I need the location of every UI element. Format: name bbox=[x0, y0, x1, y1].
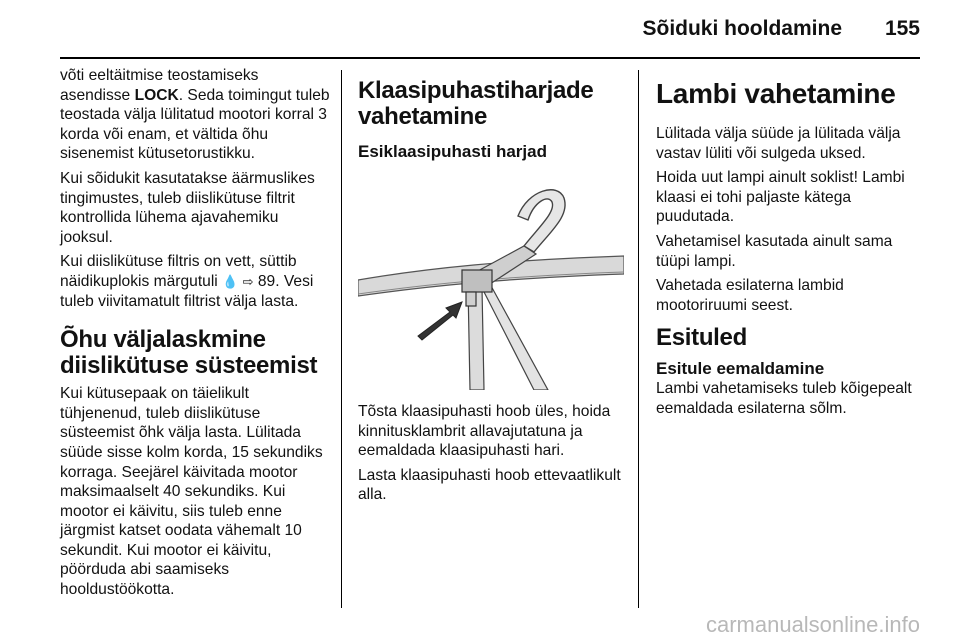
page-number: 155 bbox=[884, 17, 920, 40]
paragraph: Kui sõidukit kasutatakse äärmuslikes tingimustes, tuleb diislikütuse filtrit kontrollida lühema ajavahemiku jooksul. bbox=[60, 169, 315, 246]
column-divider bbox=[638, 70, 639, 608]
paragraph: Tõsta klaasipuhasti hoob üles, hoida kinnitusklambrit allavajutatuna ja eemaldada klaasipuhasti hari. bbox=[358, 403, 611, 460]
subheading: Esiklaasipuhasti harjad bbox=[358, 142, 547, 161]
paragraph bbox=[60, 66, 330, 164]
text: . Seda toimingut tuleb teostada välja lülitatud mootori korral 3 korda või enam, et vältida õhu sisenemist kütusetorustikku. bbox=[60, 86, 330, 163]
column-divider bbox=[341, 70, 342, 608]
paragraph bbox=[60, 252, 330, 311]
page-header bbox=[0, 0, 960, 62]
wiper-arm-illustration bbox=[358, 176, 624, 390]
text: Kui diislikütuse filtris on vett, süttib näidikuplokis märgutuli bbox=[60, 253, 297, 290]
section-heading: Esituled bbox=[656, 324, 747, 352]
paragraph: Hoida uut lampi ainult soklist! Lambi klaasi ei tohi paljaste kätega puudutada. bbox=[656, 169, 905, 226]
header-rule bbox=[60, 57, 920, 59]
section-heading: Õhu väljalaskmine diislikütuse süsteemist bbox=[60, 326, 318, 380]
section-heading: Klaasipuhastiharjade vahetamine bbox=[358, 77, 594, 130]
paragraph: Lambi vahetamiseks tuleb kõigepealt eemaldada esilaterna sõlm. bbox=[656, 380, 912, 417]
subheading: Esitule eemaldamine bbox=[656, 359, 825, 379]
column-2 bbox=[358, 66, 624, 510]
paragraph: Lülitada välja süüde ja lülitada välja vastav lüliti või sulgeda uksed. bbox=[656, 125, 901, 162]
paragraph: Vahetamisel kasutada ainult sama tüüpi lampi. bbox=[656, 232, 893, 270]
text: 89. Vesi tuleb viivitamatult filtrist välja lasta. bbox=[60, 272, 314, 310]
keyword-lock: LOCK bbox=[134, 86, 179, 104]
column-1 bbox=[60, 66, 330, 605]
paragraph: Vahetada esilaterna lambid mootoriruumi seest. bbox=[656, 277, 844, 314]
column-3 bbox=[656, 66, 924, 424]
watermark: carmanualsonline.info bbox=[705, 612, 920, 637]
paragraph: Kui kütusepaak on täielikult tühjenenud, tuleb diislikütuse süsteemist õhk välja lasta. Lülitada süüde sisse kolm korda, 15 sekundiks korraga. Seejärel käivitada mootor maksimaalselt 40 sekundiks. Kui mootor ei käivitu, siis tuleb enne järgmist katset oodata vähemalt 10 sekundit. Kui mootor ei käivitu, pöörduda abi saamiseks hooldustöökotta. bbox=[60, 385, 323, 599]
fuel-filter-water-icon: 💧 bbox=[222, 273, 239, 289]
text: võti eeltäitmise teostamiseks asendisse bbox=[60, 67, 259, 104]
paragraph: Lasta klaasipuhasti hoob ettevaatlikult alla. bbox=[358, 466, 621, 504]
page-reference-icon: ⇨ bbox=[242, 273, 254, 289]
header-title: Sõiduki hooldamine bbox=[642, 17, 842, 40]
section-heading: Lambi vahetamine bbox=[656, 78, 896, 109]
